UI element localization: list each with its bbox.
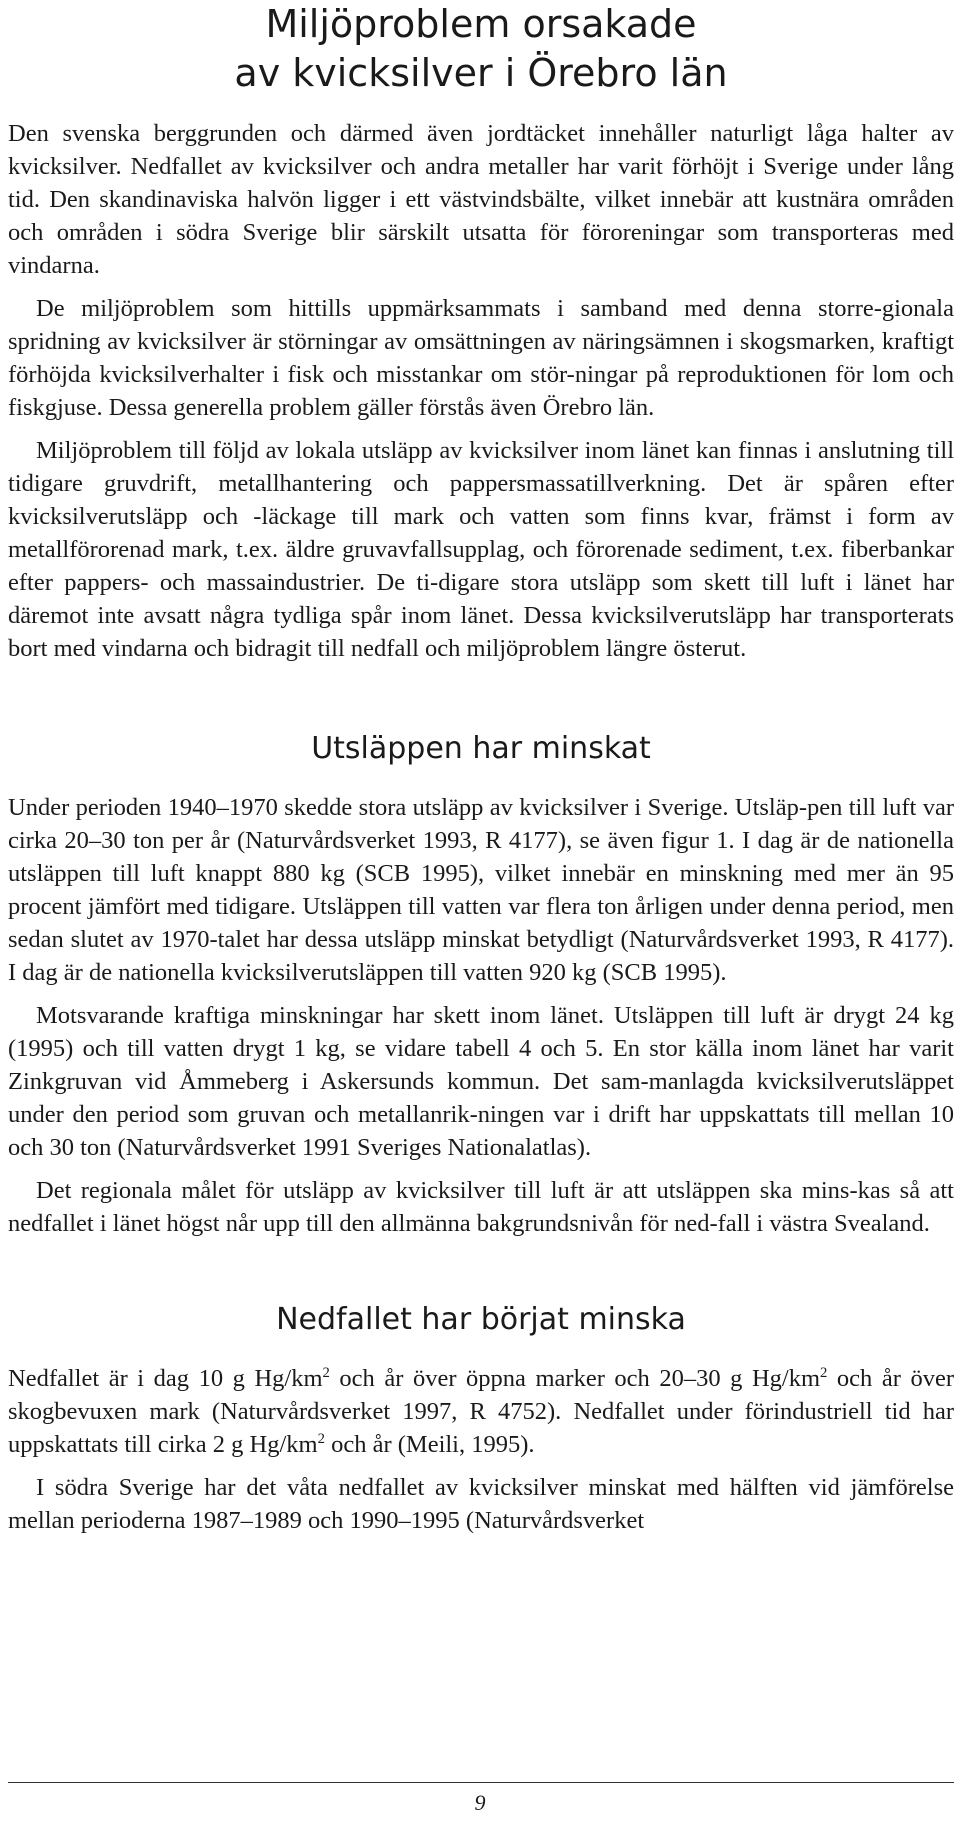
page-number: 9 xyxy=(474,1790,486,1815)
section-heading-utslappen: Utsläppen har minskat xyxy=(311,731,651,766)
superscript: 2 xyxy=(820,1364,828,1381)
body-paragraph: I södra Sverige har det våta nedfallet av kvicksilver minskat med hälften vid jämförelse mellan perioderna 1987–1989 och 1990–1995 (Naturvårdsverket xyxy=(8,1474,954,1534)
body-paragraph: Det regionala målet för utsläpp av kvicksilver till luft är att utsläppen ska mins-kas så att nedfallet i länet högst når upp till den allmänna bakgrundsnivån för ned-fall i västra Svealand. xyxy=(8,1177,954,1237)
document-title xyxy=(8,0,954,98)
intro-paragraph: Miljöproblem till följd av lokala utsläpp av kvicksilver inom länet kan finnas i anslutning till tidigare gruvdrift, metallhantering och pappersmassatillverkning. Det är spåren efter kvicksilverutsläpp och -läckage till mark och vatten som finns kvar, främst i form av metallförorenad mark, t.ex. äldre gruvavfallsupplag, och förorenade sediment, t.ex. fiberbankar efter pappers- och massaindustrier. De ti-digare stora utsläpp som skett till luft i länet har däremot inte avsatt några tydliga spår inom länet. Dessa kvicksilverutsläpp har transporterats bort med vindarna och bidragit till nedfall och miljöproblem längre österut. xyxy=(8,437,954,662)
document-page xyxy=(8,0,954,1537)
text-run: och år över skogbevuxen mark (Naturvårdsverket 1997, R 4752). Nedfallet under förindustriell tid har uppskattats till cirka 2 g Hg/km xyxy=(8,1365,954,1458)
intro-paragraph: De miljöproblem som hittills uppmärksammats i samband med denna storre-gionala spridning av kvicksilver är störningar av omsättningen av näringsämnen i skogsmarken, kraftigt förhöjda kvicksilverhalter i fisk och misstankar om stör-ningar på reproduktionen för lom och fiskgjuse. Dessa generella problem gäller förstås även Örebro län. xyxy=(8,295,954,421)
superscript: 2 xyxy=(322,1364,330,1381)
body-paragraph: Motsvarande kraftiga minskningar har skett inom länet. Utsläppen till luft är drygt 24 kg (1995) och till vatten drygt 1 kg, se vidare tabell 4 och 5. En stor källa inom länet har varit Zinkgruvan vid Åmmeberg i Askersunds kommun. Det sam-manlagda kvicksilverutsläppet under den period som gruvan och metallanrik-ningen var i drift har uppskattats till mellan 10 och 30 ton (Naturvårdsverket 1991 Sveriges Nationalatlas). xyxy=(8,1002,954,1161)
superscript: 2 xyxy=(317,1430,325,1447)
intro-paragraph: Den svenska berggrunden och därmed även jordtäcket innehåller naturligt låga halter av kvicksilver. Nedfallet av kvicksilver och andra metaller har varit förhöjt i Sverige under lång tid. Den skandinaviska halvön ligger i ett västvindsbälte, vilket innebär att kustnära områden och områden i södra Sverige blir särskilt utsatta för föroreningar som transporteras med vindarna. xyxy=(8,120,954,279)
section-heading-nedfallet: Nedfallet har börjat minska xyxy=(276,1302,686,1337)
title-line-2: av kvicksilver i Örebro län xyxy=(234,51,728,95)
text-run: och år (Meili, 1995). xyxy=(324,1431,535,1458)
body-paragraph: Under perioden 1940–1970 skedde stora utsläpp av kvicksilver i Sverige. Utsläp-pen till luft var cirka 20–30 ton per år (Naturvårdsverket 1993, R 4177), se även figur 1. I dag är de nationella utsläppen till luft knappt 880 kg (SCB 1995), vilket innebär en minskning med mer än 95 procent jämfört med tidigare. Utsläppen till vatten var flera ton årligen under denna period, men sedan slutet av 1970-talet har dessa utsläpp minskat betydligt (Naturvårdsverket 1993, R 4177). I dag är de nationella kvicksilverutsläppen till vatten 920 kg (SCB 1995). xyxy=(8,794,954,986)
text-run: Nedfallet är i dag 10 g Hg/km xyxy=(8,1365,323,1392)
text-run: och år över öppna marker och 20–30 g Hg/km xyxy=(329,1365,821,1392)
footer-rule xyxy=(8,1782,954,1783)
title-line-1: Miljöproblem orsakade xyxy=(265,2,697,46)
body-paragraph xyxy=(8,1362,954,1461)
